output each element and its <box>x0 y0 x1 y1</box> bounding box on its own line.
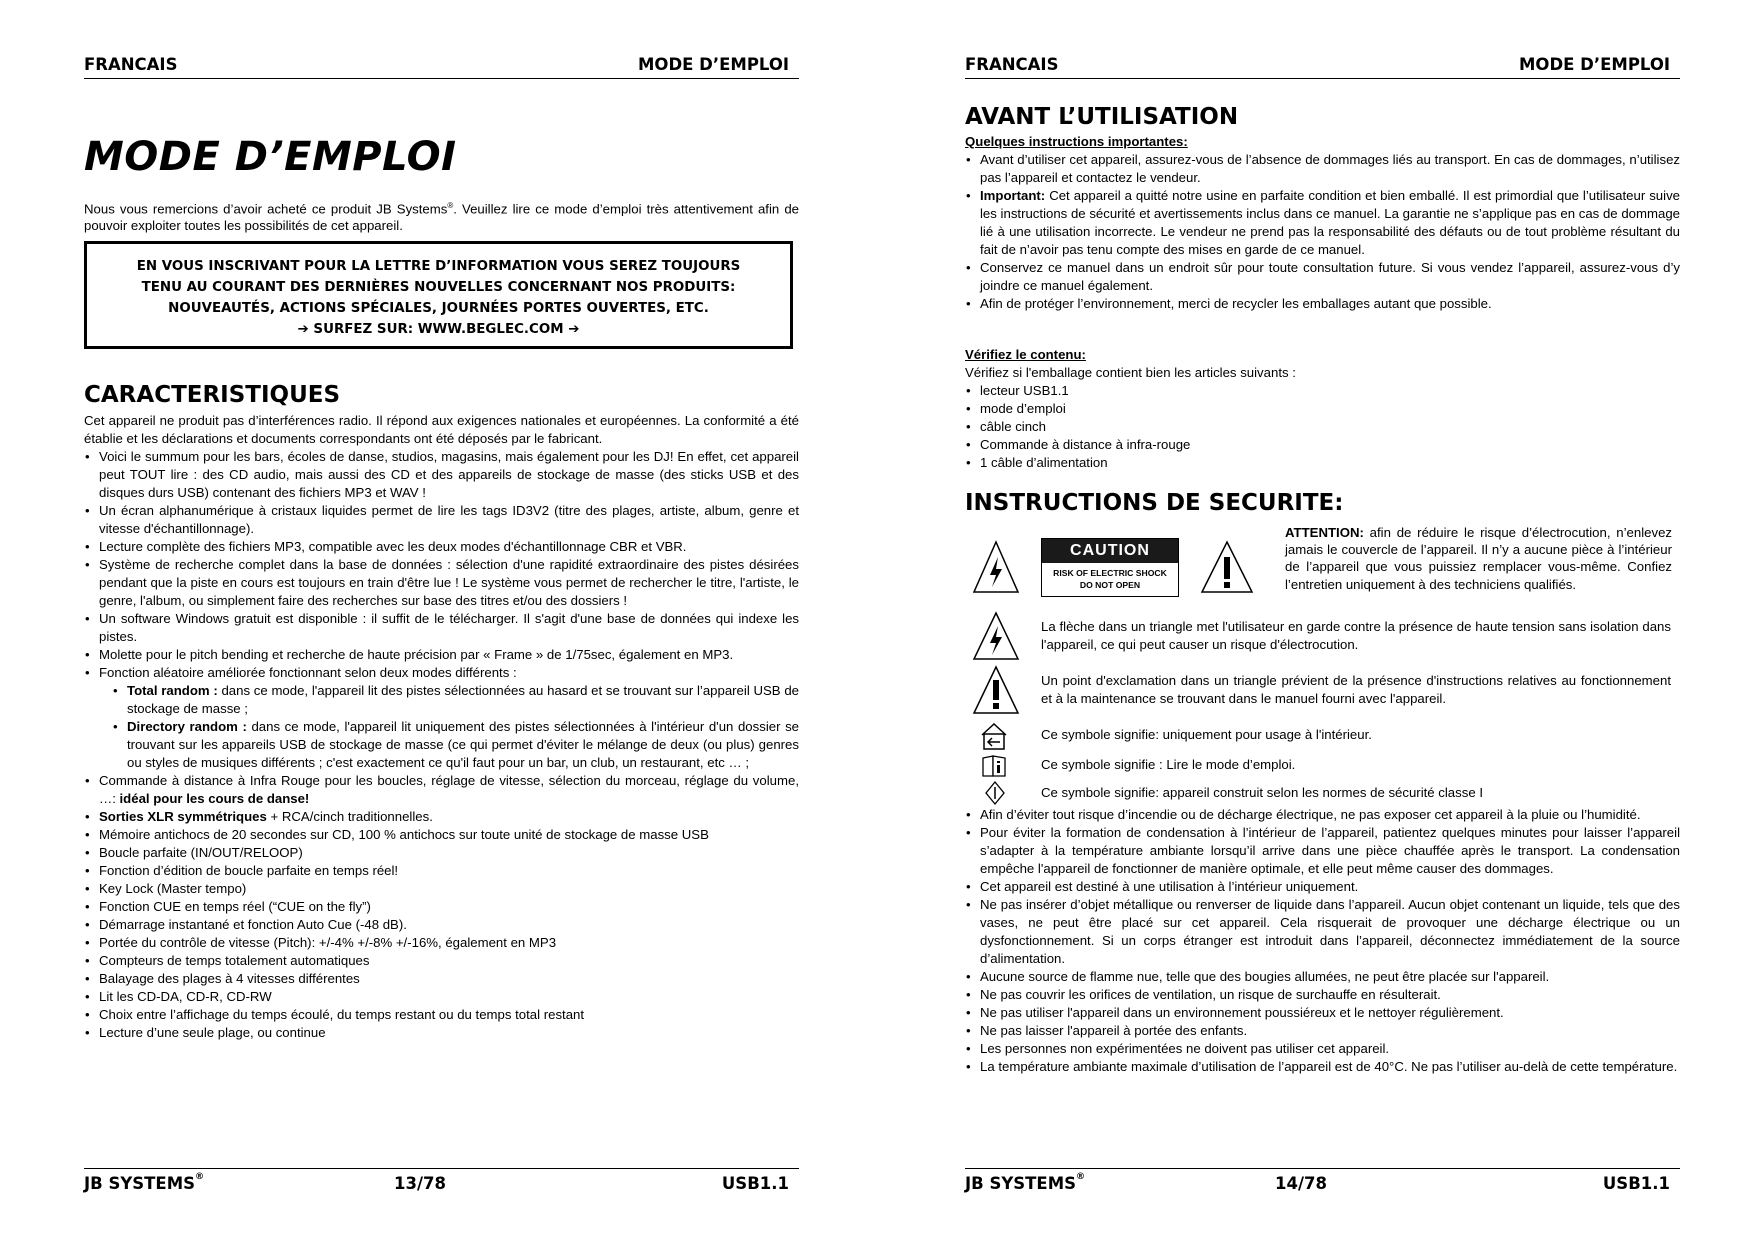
list-item: • Boucle parfaite (IN/OUT/RELOOP) <box>84 844 799 862</box>
newsletter-line: TENU AU COURANT DES DERNIÈRES NOUVELLES CONCERNANT NOS PRODUITS: <box>141 280 736 295</box>
list-item: • Aucune source de flamme nue, telle que des bougies allumées, ne peut être placée sur l'appareil. <box>965 968 1680 986</box>
features-section <box>84 412 799 1042</box>
list-item: • Mémoire antichocs de 20 secondes sur CD, 100 % antichocs sur toute unité de stockage de masse USB <box>84 826 799 844</box>
list-item: • Balayage des plages à 4 vitesses différentes <box>84 970 799 988</box>
right-page <box>965 0 1680 1240</box>
list-item: • lecteur USB1.1 <box>965 382 1680 400</box>
footer-model: USB1.1 <box>1602 1174 1670 1193</box>
features-list <box>84 448 799 1042</box>
before-use-heading: AVANT L’UTILISATION <box>965 104 1239 130</box>
list-item: • Un software Windows gratuit est disponible : il suffit de le télécharger. Il s'agit d'une base de données qui indexe les pistes. <box>84 610 799 646</box>
symbol-description: Ce symbole signifie: appareil construit selon les normes de sécurité classe I <box>1041 785 1483 800</box>
list-item: • Choix entre l’affichage du temps écoulé, du temps restant ou du temps total restant <box>84 1006 799 1024</box>
indoor-use-icon <box>979 721 1009 751</box>
header-language: FRANCAIS <box>84 55 178 74</box>
footer-brand: JB SYSTEMS® <box>965 1172 1086 1193</box>
exclamation-triangle-icon <box>1199 539 1255 595</box>
left-page <box>84 0 799 1240</box>
list-item: • Ne pas laisser l'appareil à portée des enfants. <box>965 1022 1680 1040</box>
features-intro: Cet appareil ne produit pas d’interférences radio. Il répond aux exigences nationales et européennes. La conformité a été établie et les déclarations et documents correspondants ont été déposés par le fabricant. <box>84 413 799 446</box>
lightning-triangle-icon <box>971 539 1021 595</box>
list-item: • Portée du contrôle de vitesse (Pitch): +/-4% +/-8% +/-16%, également en MP3 <box>84 934 799 952</box>
contents-intro: Vérifiez si l'emballage contient bien les articles suivants : <box>965 365 1296 380</box>
important-heading: Quelques instructions importantes: <box>965 134 1188 149</box>
list-item: • Cet appareil est destiné à une utilisation à l’intérieur uniquement. <box>965 878 1680 896</box>
list-item: • La température ambiante maximale d’utilisation de l’appareil est de 40°C. Ne pas l’utiliser au-delà de cette température. <box>965 1058 1680 1076</box>
lightning-triangle-icon <box>971 610 1021 662</box>
header-title: MODE D’EMPLOI <box>1519 55 1670 74</box>
symbol-description: La flèche dans un triangle met l'utilisateur en garde contre la présence de haute tension sans isolation dans l'appareil, ce qui peut causer un risque d'électrocution. <box>1041 619 1671 652</box>
header-title: MODE D’EMPLOI <box>638 55 789 74</box>
list-item: • Un écran alphanumérique à cristaux liquides permet de lire les tags ID3V2 (titre des plages, artiste, album, genre et vitesse d'échantillonnage). <box>84 502 799 538</box>
safety-heading: INSTRUCTIONS DE SECURITE: <box>965 490 1344 516</box>
list-item: • Démarrage instantané et fonction Auto Cue (-48 dB). <box>84 916 799 934</box>
important-list <box>965 151 1680 313</box>
symbol-description: Ce symbole signifie: uniquement pour usage à l'intérieur. <box>1041 727 1372 742</box>
list-item: • Conservez ce manuel dans un endroit sûr pour toute consultation future. Si vous vendez l’appareil, assurez-vous d’y joindre ce manuel également. <box>965 259 1680 295</box>
list-item: • Pour éviter la formation de condensation à l’intérieur de l’appareil, patientez quelques minutes pour laisser l’appareil s’adapter à la température ambiante lorsqu’il arrive dans une pièce chauffée après le transport. La condensation empêche l'appareil de fonctionner de manière optimale, et elle peut même causer des dommages. <box>965 824 1680 878</box>
footer-model: USB1.1 <box>721 1174 789 1193</box>
intro-paragraph: Nous vous remercions d’avoir acheté ce produit JB Systems®. Veuillez lire ce mode d’emploi très attentivement afin de pouvoir exploiter toutes les possibilités de cet appareil. <box>84 201 799 234</box>
newsletter-line: NOUVEAUTÉS, ACTIONS SPÉCIALES, JOURNÉES PORTES OUVERTES, ETC. <box>168 301 709 316</box>
list-item: • Les personnes non expérimentées ne doivent pas utiliser cet appareil. <box>965 1040 1680 1058</box>
list-item: • câble cinch <box>965 418 1680 436</box>
before-use-section <box>965 133 1680 313</box>
list-item: • Afin de protéger l’environnement, merci de recycler les emballages autant que possible. <box>965 295 1680 313</box>
caution-title: CAUTION <box>1042 539 1178 563</box>
footer-brand: JB SYSTEMS® <box>84 1172 205 1193</box>
list-item: • Compteurs de temps totalement automatiques <box>84 952 799 970</box>
list-item: • Key Lock (Master tempo) <box>84 880 799 898</box>
newsletter-line: EN VOUS INSCRIVANT POUR LA LETTRE D’INFORMATION VOUS SEREZ TOUJOURS <box>136 259 741 274</box>
page-header <box>965 54 1680 79</box>
contents-section <box>965 346 1680 472</box>
list-item: • Sorties XLR symmétriques + RCA/cinch traditionnelles. <box>84 808 799 826</box>
list-item: • Ne pas couvrir les orifices de ventilation, un risque de surchauffe en résulterait. <box>965 986 1680 1004</box>
list-item: • Ne pas utiliser l'appareil dans un environnement poussiéreux et le nettoyer régulièrement. <box>965 1004 1680 1022</box>
list-item: • Molette pour le pitch bending et recherche de haute précision par « Frame » de 1/75sec, également en MP3. <box>84 646 799 664</box>
page-number: 13/78 <box>394 1174 446 1193</box>
list-item: • Fonction aléatoire améliorée fonctionnant selon deux modes différents : • Total random : dans ce mode, l'appareil lit des pistes sélectionnées au hasard et se trouvant sur l’appareil USB de stockage de masse ; • Directory random : dans ce mode, l'appareil lit uniquement des pistes sélectionnées à l'intérieur d'un dossier se trouvant sur les appareils USB de stockage de masse (ce qui permet d'éviter le mélange de deux (ou plus) genres ou styles de musiques différents ; c'est exactement ce qu'il faut pour un bar, un club, un restaurant, etc … ; <box>84 664 799 772</box>
class-one-icon <box>984 780 1006 806</box>
symbol-description: Un point d'exclamation dans un triangle prévient de la présence d'instructions relatives au fonctionnement et à la maintenance se trouvant dans le manuel fourni avec l'appareil. <box>1041 673 1671 706</box>
list-item: • Important: Cet appareil a quitté notre usine en parfaite condition et bien emballé. Il est primordial que l’utilisateur suive les instructions de sécurité et avertissements inclus dans ce manuel. La garantie ne s’applique pas en cas de dommage lié à une utilisation incorrecte. Le vendeur ne prend pas la responsabilité des défauts ou de tout problème résultant du fait de n’avoir pas tenu compte des mises en garde de ce manuel. <box>965 187 1680 259</box>
newsletter-box <box>84 241 793 349</box>
attention-text: ATTENTION: afin de réduire le risque d’électrocution, n’enlevez jamais le couvercle de l’appareil. Il n’y a aucune pièce à l’intérieur de l’appareil que vous puissiez remplacer vous-même. Confiez l’entretien uniquement à des techniciens qualifiés. <box>1285 525 1672 592</box>
caution-label: CAUTION RISK OF ELECTRIC SHOCK DO NOT OPEN <box>1041 538 1179 597</box>
list-item: • Commande à distance à infra-rouge <box>965 436 1680 454</box>
sub-list-item: • Total random : dans ce mode, l'appareil lit des pistes sélectionnées au hasard et se trouvant sur l’appareil USB de stockage de masse ; <box>112 682 799 718</box>
sub-list-item: • Directory random : dans ce mode, l'appareil lit uniquement des pistes sélectionnées à l'intérieur d'un dossier se trouvant sur les appareils USB de stockage de masse (ce qui permet d'éviter le mélange de deux (ou plus) genres ou styles de musiques différents ; c'est exactement ce qu'il faut pour un bar, un club, un restaurant, etc … ; <box>112 718 799 772</box>
list-item: • Afin d’éviter tout risque d’incendie ou de décharge électrique, ne pas exposer cet appareil à la pluie ou l’humidité. <box>965 806 1680 824</box>
list-item: • 1 câble d’alimentation <box>965 454 1680 472</box>
list-item: • Voici le summum pour les bars, écoles de danse, studios, magasins, mais également pour les DJ! En effet, cet appareil peut TOUT lire : des CD audio, mais aussi des CD et des appareils de stockage de masse (des sticks USB et des disques durs USB) contenant des fichiers MP3 et WAV ! <box>84 448 799 502</box>
page-number: 14/78 <box>1275 1174 1327 1193</box>
contents-heading: Vérifiez le contenu: <box>965 347 1086 362</box>
read-manual-icon <box>981 754 1007 778</box>
newsletter-link[interactable]: ➔ SURFEZ SUR: WWW.BEGLEC.COM ➔ <box>297 322 580 337</box>
list-item: • Ne pas insérer d’objet métallique ou renverser de liquide dans l’appareil. Aucun objet contenant un liquide, tels que des vases, ne peut être placé sur cet appareil. Cela risquerait de provoquer une décharge électrique ou un dysfonctionnement. Si un corps étranger est introduit dans l’appareil, déconnectez immédiatement de la source d’alimentation. <box>965 896 1680 968</box>
page-footer <box>965 1168 1680 1199</box>
contents-list <box>965 382 1680 472</box>
list-item: • mode d’emploi <box>965 400 1680 418</box>
features-heading: CARACTERISTIQUES <box>84 382 341 408</box>
list-item: • Lit les CD-DA, CD-R, CD-RW <box>84 988 799 1006</box>
list-item: • Avant d’utiliser cet appareil, assurez-vous de l’absence de dommages liés au transport. En cas de dommages, n’utilisez pas l’appareil et contactez le vendeur. <box>965 151 1680 187</box>
header-language: FRANCAIS <box>965 55 1059 74</box>
list-item: • Système de recherche complet dans la base de données : sélection d'une rapidité extraordinaire des pistes désirées pendant que la piste en cours est toujours en train d'être lue ! Le système vous permet de rechercher le titre, l'artiste, le genre, l'album, ou simplement faire des recherches sur base des titres et/ou des dossiers ! <box>84 556 799 610</box>
page-header <box>84 54 799 79</box>
list-item: • Commande à distance à Infra Rouge pour les boucles, réglage de vitesse, sélection du morceau, réglage du volume, …: idéal pour les cours de danse! <box>84 772 799 808</box>
list-item: • Lecture complète des fichiers MP3, compatible avec les deux modes d'échantillonnage CBR et VBR. <box>84 538 799 556</box>
safety-section <box>965 806 1680 1076</box>
list-item: • Lecture d’une seule plage, ou continue <box>84 1024 799 1042</box>
list-item: • Fonction CUE en temps réel (“CUE on the fly”) <box>84 898 799 916</box>
exclamation-triangle-icon <box>971 664 1021 716</box>
list-item: • Fonction d’édition de boucle parfaite en temps réel! <box>84 862 799 880</box>
page-title: MODE D’EMPLOI <box>84 134 457 180</box>
symbol-description: Ce symbole signifie : Lire le mode d’emploi. <box>1041 757 1296 772</box>
safety-list <box>965 806 1680 1076</box>
page-footer <box>84 1168 799 1199</box>
